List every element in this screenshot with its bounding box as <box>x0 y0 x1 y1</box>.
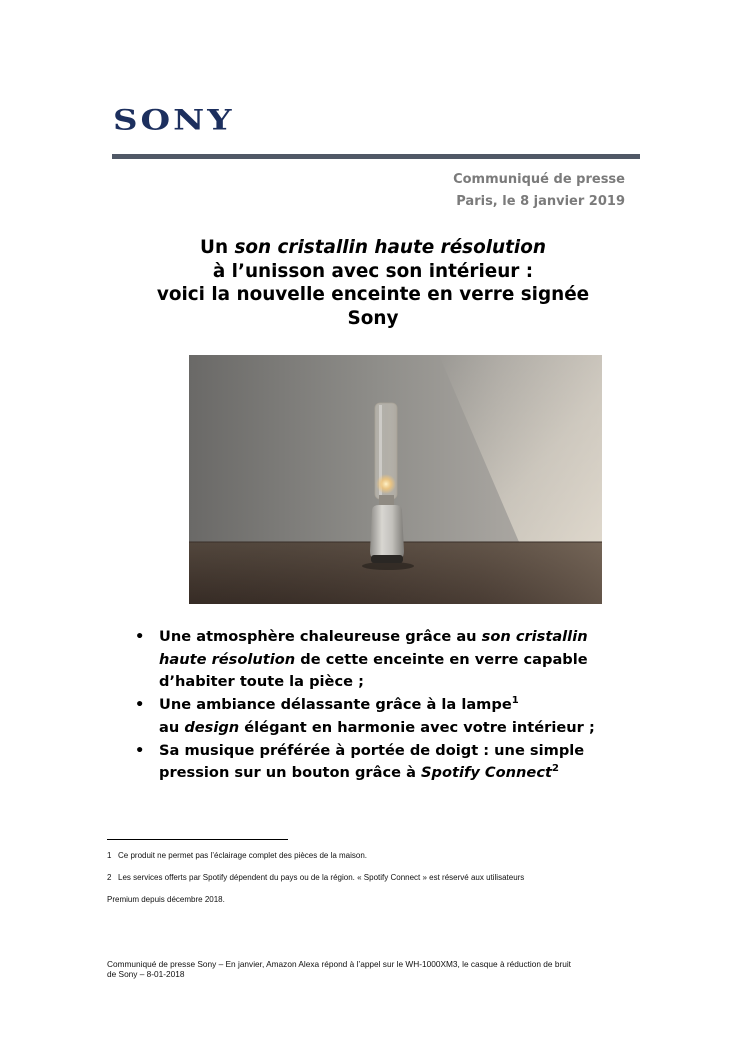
list-item: • Une ambiance délassante grâce à la lampe$^1$ au design élégant en harmonie avec votre intérieur ; <box>113 694 633 739</box>
header-rule <box>112 154 640 159</box>
footnote-1: 1 Ce produit ne permet pas l’éclairage complet des pièces de la maison. <box>107 851 368 860</box>
title-line-3: voici la nouvelle enceinte en verre signée <box>156 284 590 305</box>
footnote-ref-1: 1 <box>511 695 519 706</box>
footnote-divider <box>107 839 288 840</box>
place-date: Paris, le 8 janvier 2019 <box>456 194 625 209</box>
doc-type: Communiqué de presse <box>453 172 625 187</box>
page-footer: Communiqué de presse Sony – En janvier, Amazon Alexa répond à l’appel sur le WH-1000XM3, le casque à réduction de bruit de Sony – 8-01-2018 <box>107 959 571 979</box>
footnote-2: 2 Les services offerts par Spotify dépendent du pays ou de la région. « Spotify Connect » est réservé aux utilisateurs <box>107 873 525 882</box>
footnote-2-cont: Premium depuis décembre 2018. <box>107 895 225 904</box>
title-italic: son cristallin haute résolution <box>234 237 546 258</box>
title-line-4: Sony <box>347 307 399 329</box>
list-item: • Une atmosphère chaleureuse grâce au son cristallin haute résolution de cette enceinte en verre capable d’habiter toute la pièce ; <box>113 626 633 694</box>
page-title <box>113 236 633 330</box>
glass-speaker-photo <box>189 355 602 604</box>
title-line-2: à l’unisson avec son intérieur : <box>212 260 534 282</box>
sony-logo: SONY <box>113 104 235 137</box>
feature-list <box>113 626 633 785</box>
title-line-1: Un son cristallin haute résolution <box>200 237 546 258</box>
footnote-ref-2: 2 <box>551 763 559 774</box>
list-item: • Sa musique préférée à portée de doigt : une simple pression sur un bouton grâce à Spotify Connect$^2$ <box>113 740 633 785</box>
